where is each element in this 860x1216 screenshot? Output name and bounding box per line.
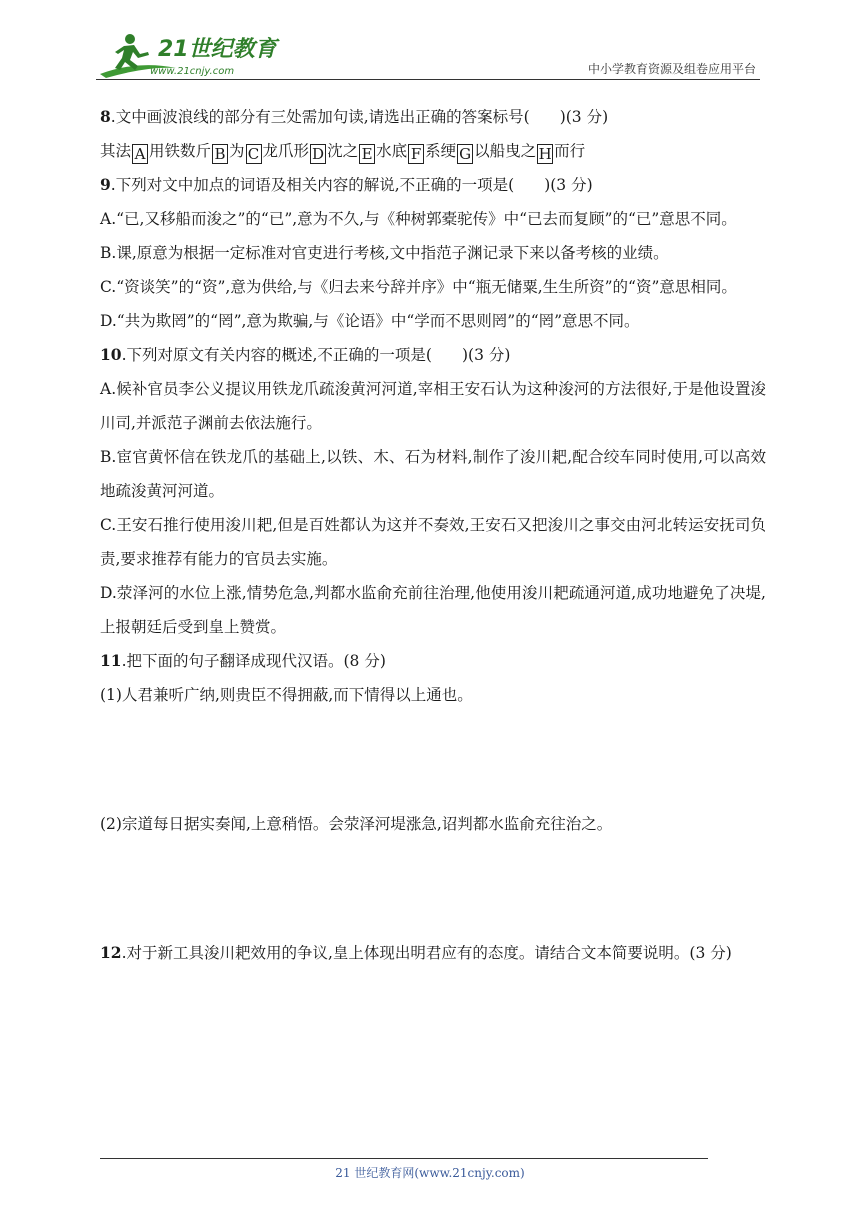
answer-space [100,841,766,936]
question-body [100,100,766,970]
option-b: B.课,原意为根据一定标准对官吏进行考核,文中指范子渊记录下来以备考核的业绩。 [100,244,669,262]
translation-sentence-1: (1)人君兼听广纳,则贵臣不得拥蔽,而下情得以上通也。 [100,686,473,704]
segment-text: 以船曳之 [474,142,537,160]
question-number: 8 [100,107,111,126]
option-marker-d: D [312,145,325,163]
option-marker-h: H [538,145,552,163]
option-marker-e: E [359,144,375,164]
segment-text: 而行 [554,142,586,160]
segment-text: 龙爪形 [262,142,310,160]
question-score: )(3 分) [544,176,593,194]
punctuation-options [100,134,766,168]
option-marker-g: G [457,144,473,164]
question-number: 10 [100,345,122,364]
question-stem: .下列对文中加点的词语及相关内容的解说,不正确的一项是( [110,176,515,194]
question-number: 9 [100,175,111,194]
question-stem: .文中画波浪线的部分有三处需加句读,请选出正确的答案标号( [110,108,530,126]
question-score: )(3 分) [559,108,609,126]
answer-space [100,712,766,807]
option-marker-b: B [212,144,228,164]
question-stem: .下列对原文有关内容的概述,不正确的一项是( [121,346,432,364]
question-number: 11 [100,651,122,670]
question-10 [100,338,766,372]
segment-text: 水底 [376,142,408,160]
option-a: A.候补官员李公义提议用铁龙爪疏浚黄河河道,宰相王安石认为这种浚河的方法很好,于是他设置浚川司,并派范子渊前去依法施行。 [100,380,766,432]
option-d: D.荥泽河的水位上涨,情势危急,判都水监俞充前往治理,他使用浚川耙疏通河道,成功地避免了决堤,上报朝廷后受到皇上赞赏。 [100,584,766,636]
site-logo [98,30,277,82]
runner-logo-icon [98,30,277,82]
option-marker-f: F [408,144,424,164]
option-marker-a: A [132,144,148,164]
header-divider [96,79,760,80]
option-c: C.“资谈笑”的“资”,意为供给,与《归去来兮辞并序》中“瓶无储粟,生生所资”的“资”意思相同。 [100,278,737,296]
svg-text:21世纪教育: 21世纪教育 [158,37,277,62]
option-marker-c: C [246,144,262,164]
question-8 [100,100,766,134]
question-stem: .对于新工具浚川耙效用的争议,皇上体现出明君应有的态度。请结合文本简要说明。(3 分) [121,944,732,962]
question-12 [100,936,766,970]
page-header [0,0,860,90]
translation-sentence-2: (2)宗道每日据实奏闻,上意稍悟。会荥泽河堤涨急,诏判都水监俞充往治之。 [100,815,613,833]
segment-text: 沈之 [327,142,359,160]
question-score: )(3 分) [461,346,511,364]
segment-text: 其法 [100,142,132,160]
option-c: C.王安石推行使用浚川耙,但是百姓都认为这并不奏效,王安石又把浚川之事交由河北转运安抚司负责,要求推荐有能力的官员去实施。 [100,516,766,568]
question-number: 12 [100,943,122,962]
option-b: B.宦官黄怀信在铁龙爪的基础上,以铁、木、石为材料,制作了浚川耙,配合绞车同时使用,可以高效地疏浚黄河河道。 [100,448,766,500]
segment-text: 用铁数斤 [149,142,212,160]
segment-text: 系绠 [425,142,457,160]
option-d: D.“共为欺罔”的“罔”,意为欺骗,与《论语》中“学而不思则罔”的“罔”意思不同。 [100,312,640,330]
option-a: A.“已,又移船而浚之”的“已”,意为不久,与《种树郭橐驼传》中“已去而复顾”的“已”意思不同。 [100,210,737,228]
platform-title: 中小学教育资源及组卷应用平台 [587,62,756,76]
question-9 [100,168,766,202]
page-footer: 21 世纪教育网(www.21cnjy.com) [335,1166,525,1180]
question-stem: .把下面的句子翻译成现代汉语。(8 分) [121,652,386,670]
footer-divider [100,1158,708,1159]
segment-text: 为 [229,142,245,160]
svg-text:www.21cnjy.com: www.21cnjy.com [150,66,235,77]
question-11 [100,644,766,678]
